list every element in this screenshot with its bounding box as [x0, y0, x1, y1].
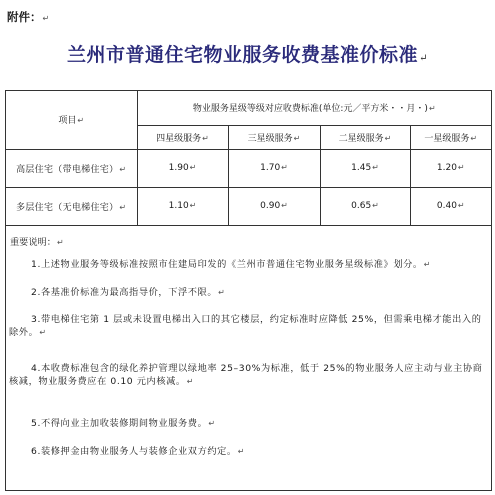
- fee-standard-frame: [5, 90, 492, 491]
- item-column-header: 项目↵: [6, 91, 137, 149]
- row-label-high-rise: 高层住宅（带电梯住宅）↵: [6, 149, 137, 187]
- fee-group-header: 物业服务星级等级对应收费标准(单位:元／平方米・・月・)↵: [137, 91, 491, 125]
- table-cell: 0.90↵: [228, 187, 320, 225]
- attachment-label: 附件：↵: [7, 10, 50, 24]
- table-cell: 1.20↵: [410, 149, 491, 187]
- notes-heading: 重要说明：↵: [10, 237, 64, 248]
- fee-standard-table: [6, 91, 491, 226]
- table-cell: 1.70↵: [228, 149, 320, 187]
- note-item: 6.装修押金由物业服务人与装修企业双方约定。↵: [31, 446, 246, 457]
- table-row: [6, 149, 491, 187]
- level-header-three-star: 三星级服务↵: [228, 125, 320, 149]
- row-label-multi-storey: 多层住宅（无电梯住宅）↵: [6, 187, 137, 225]
- note-item: 1.上述物业服务等级标准按照市住建局印发的《兰州市普通住宅物业服务星级标准》划分。↵: [31, 259, 431, 270]
- note-item: 3.带电梯住宅第 1 层或未设置电梯出入口的其它楼层，约定标准时应降低 25%，但需乘电梯才能出入的除外。↵: [9, 314, 482, 338]
- note-item: 2.各基准价标准为最高指导价，下浮不限。↵: [31, 287, 226, 298]
- page-title: 兰州市普通住宅物业服务收费基准价标准↵: [67, 44, 428, 66]
- table-row: [6, 187, 491, 225]
- note-item: 5.不得向业主加收装修期间物业服务费。↵: [31, 418, 216, 429]
- table-cell: 0.40↵: [410, 187, 491, 225]
- table-cell: 1.45↵: [320, 149, 410, 187]
- level-header-four-star: 四星级服务↵: [137, 125, 228, 149]
- table-cell: 1.10↵: [137, 187, 228, 225]
- level-header-two-star: 二星级服务↵: [320, 125, 410, 149]
- level-header-one-star: 一星级服务↵: [410, 125, 491, 149]
- table-cell: 0.65↵: [320, 187, 410, 225]
- note-item: 4.本收费标准包含的绿化养护管理以绿地率 25–30%为标准，低于 25%的物业服务人应主动与业主协商核减，物业服务费应在 0.10 元内核减。↵: [9, 363, 483, 387]
- table-cell: 1.90↵: [137, 149, 228, 187]
